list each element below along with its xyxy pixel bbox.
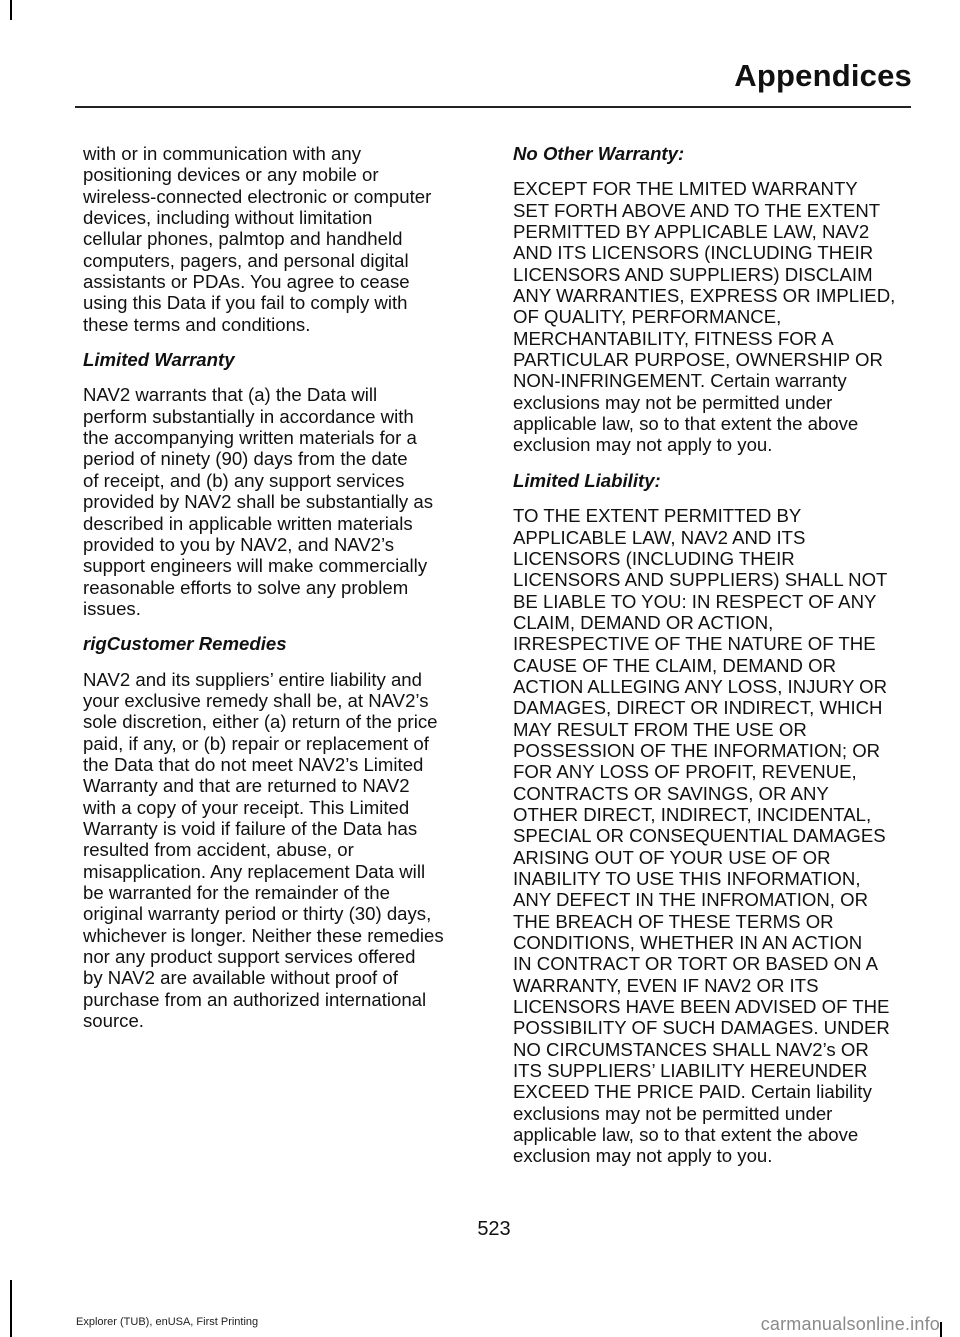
right-column	[513, 143, 913, 1181]
page-title: Appendices	[734, 58, 912, 93]
page-number: 523	[477, 1218, 511, 1240]
heading-customer-remedies: rigCustomer Remedies	[83, 633, 287, 655]
heading-no-other-warranty: No Other Warranty:	[513, 143, 685, 164]
paragraph-customer-remedies: NAV2 and its suppliers’ entire liability and your exclusive remedy shall be, at NAV2’s sole discretion, either (a) return of the price paid, if any, or (b) repair or replacement of the Data that do not meet NAV2’s Limited Warranty and that are returned to NAV2 with a copy of your receipt. This Limited Warranty is void if failure of the Data has resulted from accident, abuse, or misapplication. Any replacement Data will be warranted for the remainder of the original warranty period or thirty (30) days, whichever is longer. Neither these remedies nor any product support services offered by NAV2 are available without proof of purchase from an authorized international source.	[83, 668, 444, 1032]
paragraph-limited-warranty: NAV2 warrants that (a) the Data will perform substantially in accordance with the accompanying written materials for a period of ninety (90) days from the date of receipt, and (b) any support services provided by NAV2 shall be substantially as described in applicable written materials provided to you by NAV2, and NAV2’s support engineers will make commercially reasonable efforts to solve any problem issues.	[83, 384, 434, 619]
watermark: carmanualsonline.info	[760, 1314, 940, 1334]
crop-mark-top-left	[10, 0, 12, 20]
left-column	[83, 143, 483, 1045]
paragraph-communication-devices: with or in communication with any positioning devices or any mobile or wireless-connected electronic or computer devices, including without limitation cellular phones, palmtop and handheld computers, pagers, and personal digital assistants or PDAs. You agree to cease using this Data if you fail to comply with these terms and conditions.	[83, 143, 432, 335]
heading-limited-liability: Limited Liability:	[513, 469, 661, 491]
paragraph-no-other-warranty: EXCEPT FOR THE LMITED WARRANTY SET FORTH ABOVE AND TO THE EXTENT PERMITTED BY APPLICABLE LAW, NAV2 AND ITS LICENSORS (INCLUDING THEIR LICENSORS AND SUPPLIERS) DISCLAIM ANY WARRANTIES, EXPRESS OR IMPLIED, OF QUALITY, PERFORMANCE, MERCHANTABILITY, FITNESS FOR A PARTICULAR PURPOSE, OWNERSHIP OR NON-INFRINGEMENT. Certain warranty exclusions may not be permitted under applicable law, so to that extent the above exclusion may not apply to you.	[513, 178, 896, 456]
crop-mark-bottom-left	[10, 1280, 12, 1337]
edition-footer: Explorer (TUB), enUSA, First Printing	[76, 1316, 259, 1328]
crop-mark-bottom-right	[940, 1322, 942, 1337]
heading-limited-warranty: Limited Warranty	[83, 349, 235, 371]
paragraph-limited-liability: TO THE EXTENT PERMITTED BY APPLICABLE LAW, NAV2 AND ITS LICENSORS (INCLUDING THEIR LICENSORS AND SUPPLIERS) SHALL NOT BE LIABLE TO YOU: IN RESPECT OF ANY CLAIM, DEMAND OR ACTION, IRRESPECTIVE OF THE NATURE OF THE CAUSE OF THE CLAIM, DEMAND OR ACTION ALLEGING ANY LOSS, INJURY OR DAMAGES, DIRECT OR INDIRECT, WHICH MAY RESULT FROM THE USE OR POSSESSION OF THE INFORMATION; OR FOR ANY LOSS OF PROFIT, REVENUE, CONTRACTS OR SAVINGS, OR ANY OTHER DIRECT, INDIRECT, INCIDENTAL, SPECIAL OR CONSEQUENTIAL DAMAGES ARISING OUT OF YOUR USE OF OR INABILITY TO USE THIS INFORMATION, ANY DEFECT IN THE INFROMATION, OR THE BREACH OF THESE TERMS OR CONDITIONS, WHETHER IN AN ACTION IN CONTRACT OR TORT OR BASED ON A WARRANTY, EVEN IF NAV2 OR ITS LICENSORS HAVE BEEN ADVISED OF THE POSSIBILITY OF SUCH DAMAGES. UNDER NO CIRCUMSTANCES SHALL NAV2’s OR ITS SUPPLIERS’ LIABILITY HEREUNDER EXCEED THE PRICE PAID. Certain liability exclusions may not be permitted under applicable law, so to that extent the above exclusion may not apply to you.	[513, 505, 890, 1167]
header-divider	[75, 106, 911, 108]
